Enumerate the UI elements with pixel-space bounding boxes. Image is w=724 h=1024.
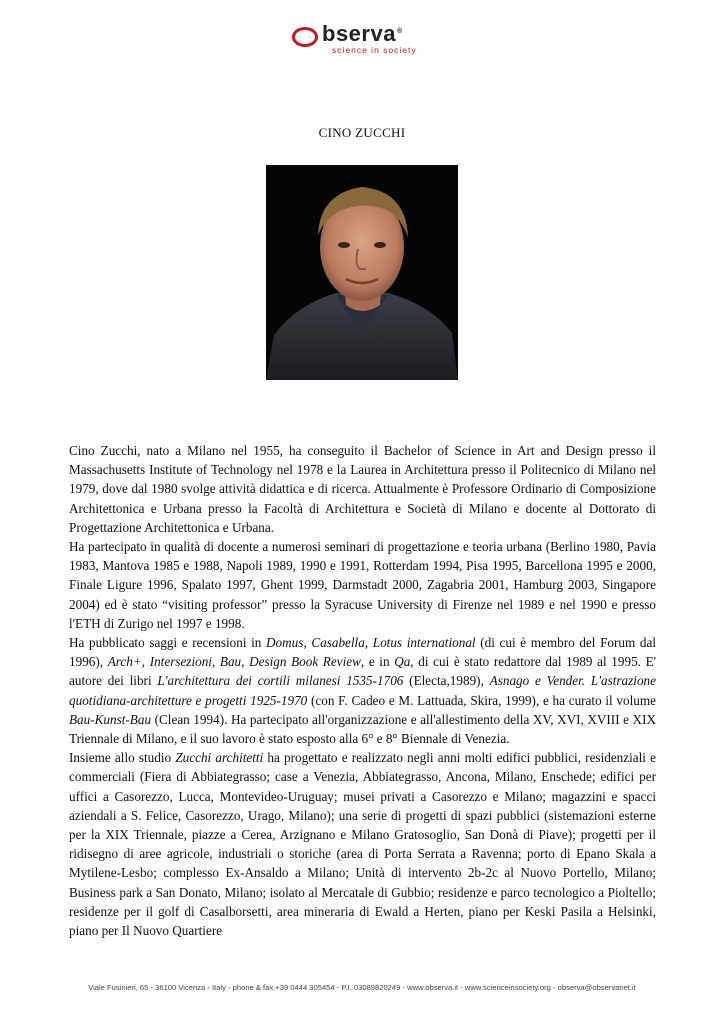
page-title: CINO ZUCCHI bbox=[318, 125, 406, 140]
text-span: , bbox=[211, 654, 220, 670]
book-title: L'architettura dei cortili milanesi 1535-1706 bbox=[157, 673, 404, 689]
text-span: , bbox=[303, 635, 312, 651]
logo-wordmark bbox=[322, 21, 403, 47]
text-span: , bbox=[364, 635, 373, 651]
text-span: , bbox=[241, 654, 250, 670]
logo-o-ring-icon bbox=[292, 27, 318, 47]
text-span: (Clean 1994). Ha partecipato all'organizzazione e all'allestimento della XV, XVI, XVIII e XIX Triennale di Milano, e il suo lavoro è stato esposto alla 6° e 8° Biennale di Venezia. bbox=[69, 711, 656, 747]
text-span: (con F. Cadeo e M. Lattuada, Skira, 1999), e ha curato il volume bbox=[307, 692, 656, 708]
text-span: Ha pubblicato saggi e recensioni in bbox=[69, 635, 267, 651]
paragraph-projects bbox=[69, 748, 656, 940]
observa-logo bbox=[292, 21, 442, 58]
journal-title: Qa bbox=[394, 654, 411, 670]
text-span: (Electa,1989), bbox=[403, 673, 490, 689]
journal-title: Domus bbox=[266, 635, 304, 651]
journal-title: Casabella bbox=[311, 635, 365, 651]
book-title: Bau-Kunst-Bau bbox=[69, 711, 152, 727]
text-span: ha progettato e realizzato negli anni molti edifici pubblici, residenziali e commerciali (Fiera di Abbiategrasso; case a Venezia, Abbiategrasso, Ancona, Milano, Enschede; edifici per uffici a Casorezzo, Lucca, Montevideo-Uruguay; musei privati a Casorezzo e Milano; magazzini e spacci aziendali a S. Felice, Casorezzo, Urago, Milano); una serie di progetti di spazi pubblici (sistemazioni esterne per la XIX Triennale, piazze a Cerea, Arzignano e Milano Gratosoglio, San Donà di Piave); progetti per il ridisegno di aree agricole, industriali o storiche (area di Porta Serrata a Ravenna; porto di Epano Skala a Mytilene-Lesbo; complesso Ex-Ansaldo a Milano; Unità di intervento 2b-2c al Nuovo Portello, Milano; Business park a San Donato, Milano; isolato al Mercatale di Gubbio; residenze e parco tecnologico a Pioltello; residenze per il golf di Casalborsetti, area mineraria di Ewald a Herten, piano per Keski Pasila a Helsinki, piano per Il Nuovo Quartiere bbox=[69, 750, 657, 939]
paragraph-education: Cino Zucchi, nato a Milano nel 1955, ha conseguito il Bachelor of Science in Art and Design presso il Massachusetts Institute of Technology nel 1978 e la Laurea in Architettura presso il Politecnico di Milano nel 1979, dove dal 1980 svolge attività didattica e di ricerca. Attualmente è Professore Ordinario di Composizione Architettonica e Urbana presso la Facoltà di Architettura e Società di Milano e docente al Dottorato di Progettazione Architettonica e Urbana. bbox=[69, 443, 656, 535]
text-span: , e in bbox=[360, 654, 395, 670]
journal-title: Intersezioni bbox=[149, 654, 212, 670]
footer-contact: Viale Fusinieri, 65 - 36100 Vicenza - Italy - phone & fax +39 0444 305454 - P.I. 03089820249 - www.observa.it - www.scienceinsociety.org - observa@observanet.it bbox=[88, 983, 636, 992]
journal-title: Arch+ bbox=[107, 654, 142, 670]
text-span: , di cui è stato redattore dal 1989 al 1995. E' autore dei libri bbox=[69, 654, 657, 689]
paragraph-teaching: Ha partecipato in qualità di docente a numerosi seminari di progettazione e teoria urbana (Berlino 1980, Pavia 1983, Mantova 1985 e 1988, Napoli 1989, 1990 e 1991, Rotterdam 1994, Pisa 1995, Barcellona 1995 e 2000, Finale Ligure 1996, Spalato 1997, Ghent 1999, Darmstadt 2000, Zagabria 2001, Hamburg 2003, Singapore 2004) ed è stato “visiting professor” presso la Syracuse University di Firenze nel 1989 e nel 1990 e presso l'ETH di Zurigo nel 1997 e 1998. bbox=[69, 539, 656, 631]
portrait-icon bbox=[266, 165, 458, 380]
journal-title: Design Book Review bbox=[249, 654, 361, 670]
paragraph-publications bbox=[69, 633, 656, 748]
journal-title: Lotus international bbox=[372, 635, 476, 651]
journal-title: Bau bbox=[219, 654, 242, 670]
text-span: , bbox=[141, 654, 150, 670]
logo-tagline: science in society bbox=[332, 45, 417, 55]
text-span: Insieme allo studio bbox=[69, 750, 176, 766]
portrait-photo bbox=[266, 165, 458, 380]
biography-text bbox=[69, 441, 656, 940]
studio-name: Zucchi architetti bbox=[175, 750, 264, 766]
logo-word-text: bserva bbox=[322, 21, 396, 46]
book-title: Asnago e Vender. L'astrazione quotidiana-architetture e progetti 1925-1970 bbox=[69, 673, 656, 708]
text-span: (di cui è membro del Forum dal 1996), bbox=[69, 635, 656, 670]
logo-registered-mark: ® bbox=[396, 27, 403, 35]
